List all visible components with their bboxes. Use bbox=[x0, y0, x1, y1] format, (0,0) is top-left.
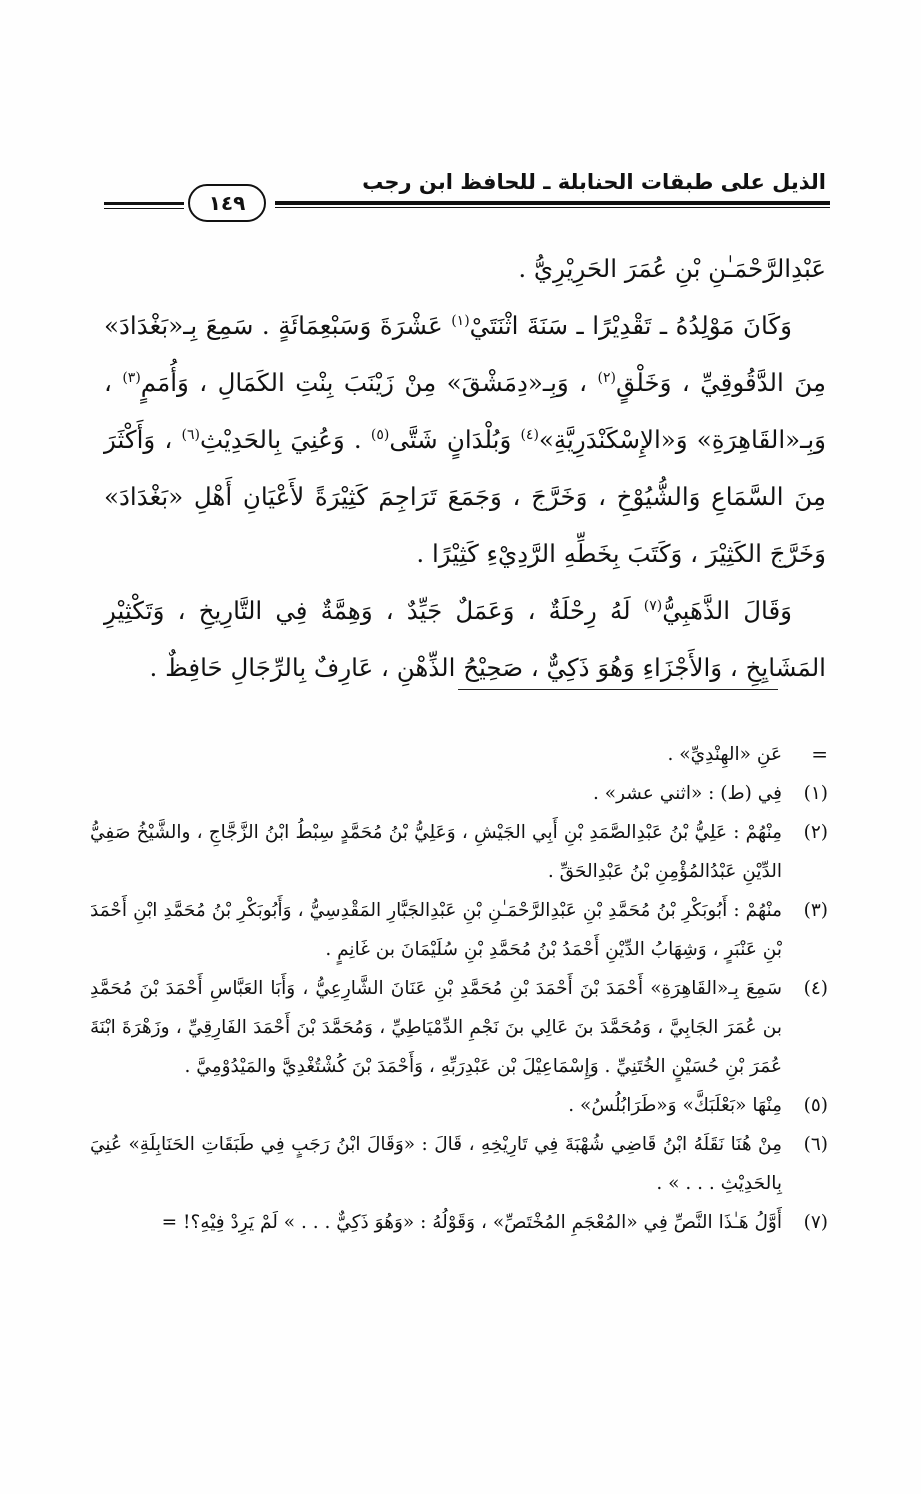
footnote-marker: = bbox=[811, 742, 828, 766]
footnote-text: منْهُمْ : أَبُوبَكْرِ بْنُ مُحَمَّدِ بْنِ عَبْدِالرَّحْمَـٰنِ بْنِ عَبْدِالجَبَّارِ المَقْدِسِيُّ ، وَأَبُوبَكْرِ بْنُ مُحَمَّدِ ابْنِ أَحْمَدَ بْنِ عَنْبَرٍ ، وَشِهَابُ الدِّيْنِ أَحْمَدُ بْنُ مُحَمَّدِ بْنِ سُلَيْمَانَ بن غَانِمٍ . bbox=[90, 900, 782, 960]
footnote-separator bbox=[458, 689, 778, 690]
footnote-7 bbox=[90, 1203, 828, 1242]
text-run: . وَعُنِيَ بِالحَدِيْثِ bbox=[199, 425, 371, 454]
footnote-2 bbox=[90, 813, 828, 891]
header-rule-left-thick bbox=[104, 202, 184, 205]
text-run: عَشْرَةَ وَسَبْعِمَائَةٍ . سَمِعَ بِـ«بَغْدَادَ» مِنَ الدَّقُوقِيِّ ، وَخَلْقٍ bbox=[104, 311, 826, 397]
header-rule-thin bbox=[275, 207, 830, 208]
footnote-number: (٢) bbox=[803, 822, 828, 843]
text-run: ، وَأَكْثَرَ مِنَ السَّمَاعِ وَالشُّيُوْخِ ، وَخَرَّجَ ، وَجَمَعَ تَرَاجِمَ كَثِيْرَةً لأَعْيَانِ أَهْلِ «بَغْدَادَ» وَخَرَّجَ الكَثِيْرَ ، وَكَتَبَ بِخَطِّهِ الرَّدِيْءِ كَثِيْرًا . bbox=[104, 425, 826, 568]
footnote-number: (٤) bbox=[803, 978, 828, 999]
footnote-ref-3: (٣) bbox=[122, 369, 141, 386]
footnote-ref-4: (٤) bbox=[520, 426, 539, 443]
footnotes bbox=[90, 735, 828, 1242]
paragraph-2 bbox=[104, 297, 826, 582]
footnote-ref-6: (٦) bbox=[181, 426, 200, 443]
footnote-text: فِي (ط) : «اثني عشر» . bbox=[592, 783, 782, 804]
footnote-4 bbox=[90, 969, 828, 1086]
footnote-continuation bbox=[90, 735, 828, 774]
footnote-ref-1: (١) bbox=[451, 312, 470, 329]
footnote-number: (٦) bbox=[803, 1134, 828, 1155]
footnote-5 bbox=[90, 1086, 828, 1125]
page-header bbox=[100, 160, 830, 230]
header-rule-left-thin bbox=[104, 208, 184, 209]
footnote-number: (٧) bbox=[803, 1212, 828, 1233]
footnote-text: مِنْ هُنَا نَقَلَهُ ابْنُ قَاضِي شُهْبَةَ فِي تَارِيْخِهِ ، قَالَ : «وَقَالَ ابْنُ رَجَبٍ فِي طَبَقَاتِ الحَنَابِلَةِ» عُنِيَ بِالحَدِيْثِ . . . » . bbox=[90, 1134, 782, 1194]
footnote-1 bbox=[90, 774, 828, 813]
running-title: الذيل على طبقات الحنابلة ـ للحافظ ابن رجب bbox=[362, 170, 826, 194]
footnote-text: عَنِ «الهِنْدِيِّ» . bbox=[667, 744, 782, 765]
footnote-ref-5: (٥) bbox=[370, 426, 390, 443]
footnote-6 bbox=[90, 1125, 828, 1203]
footnote-text: سَمِعَ بِـ«القَاهِرَةِ» أَحْمَدَ بْنَ أَحْمَدَ بْنِ مُحَمَّدِ بْنِ عَنَانَ الشَّارِعِيُّ ، وَأَبَا العَبَّاسِ أَحْمَدَ بْنَ مُحَمَّدِ بن عُمَرَ الجَابِيَّ ، وَمُحَمَّدَ بنَ عَالِي بنَ نَجْمِ الدِّمْيَاطِيِّ ، وَمُحَمَّدَ بْنَ أَحْمَدَ الفَارِقِيِّ ، وزَهْرَةَ ابْنَةَ عُمَرَ بْنِ حُسَيْنٍ الخُتَنِيِّ . وَإِسْمَاعِيْلَ بْن عَبْدِرَبِّهِ ، وَأَحْمَدَ بْنَ كُشْتُغْدِيَّ والمَيْدُوْمِيَّ . bbox=[90, 978, 782, 1077]
text-run: وَبُلْدَانٍ شَتَّى bbox=[389, 425, 521, 454]
text-run: وَكَانَ مَوْلِدُهُ ـ تَقْدِيْرًا ـ سَنَةَ اثْنَتَيْ bbox=[469, 311, 792, 340]
footnote-text: أَوَّلُ هَـٰذَا النَّصِّ فِي «المُعْجَمِ المُخْتَصِّ» ، وَقَوْلُهُ : «وَهُوَ ذَكِيٌّ . . . » لَمْ يَرِدْ فِيْهِ؟! = bbox=[161, 1212, 782, 1233]
text-run: ، وَبِـ«دِمَشْقَ» مِنْ زَيْنَبَ بِنْتِ الكَمَالِ ، وَأُمَمٍ bbox=[140, 368, 598, 397]
footnote-text: مِنْهُمْ : عَلِيُّ بْنُ عَبْدِالصَّمَدِ بْنِ أَبِي الجَيْشِ ، وَعَلِيُّ بْنُ مُحَمَّدٍ سِبْطُ ابْنُ الزَّجَّاجِ ، والشَّيْخُ صَفِيُّ الدِّيْنِ عَبْدُالمُؤْمِنِ بْنُ عَبْدِالحَقِّ . bbox=[90, 822, 782, 882]
footnote-number: (٥) bbox=[803, 1095, 828, 1116]
footnote-number: (١) bbox=[803, 783, 828, 804]
footnote-3 bbox=[90, 891, 828, 969]
page-number-badge: ١٤٩ bbox=[188, 184, 266, 222]
footnote-ref-2: (٢) bbox=[597, 369, 616, 386]
footnote-text: مِنْهَا «بَعْلَبَكَّ» وَ«طَرَابُلُسُ» . bbox=[568, 1095, 782, 1116]
paragraph-1: عَبْدِالرَّحْمَـٰنِ بْنِ عُمَرَ الحَرِيْرِيُّ . bbox=[518, 254, 826, 283]
main-text bbox=[104, 240, 826, 696]
footnote-ref-7: (٧) bbox=[643, 597, 663, 614]
text-run: ، وَبِـ«القَاهِرَةِ» وَ«الإِسْكَنْدَرِيَّةِ» bbox=[104, 368, 827, 454]
text-run: وَقَالَ الذَّهَبِيُّ bbox=[662, 596, 792, 625]
paragraph-3 bbox=[104, 582, 826, 696]
footnote-number: (٣) bbox=[803, 900, 828, 921]
text-run: لَهُ رِحْلَةٌ ، وَعَمَلٌ جَيِّدٌ ، وَهِمَّةٌ فِي التَّارِيخِ ، وَتَكْثِيْرِ المَشَايِخِ ، وَالأَجْزَاءِ وَهُوَ ذَكِيٌّ ، صَحِيْحُ الذِّهْنِ ، عَارِفٌ بِالرِّجَالِ حَافِظٌ . bbox=[104, 596, 826, 682]
header-rule-thick bbox=[275, 201, 830, 205]
